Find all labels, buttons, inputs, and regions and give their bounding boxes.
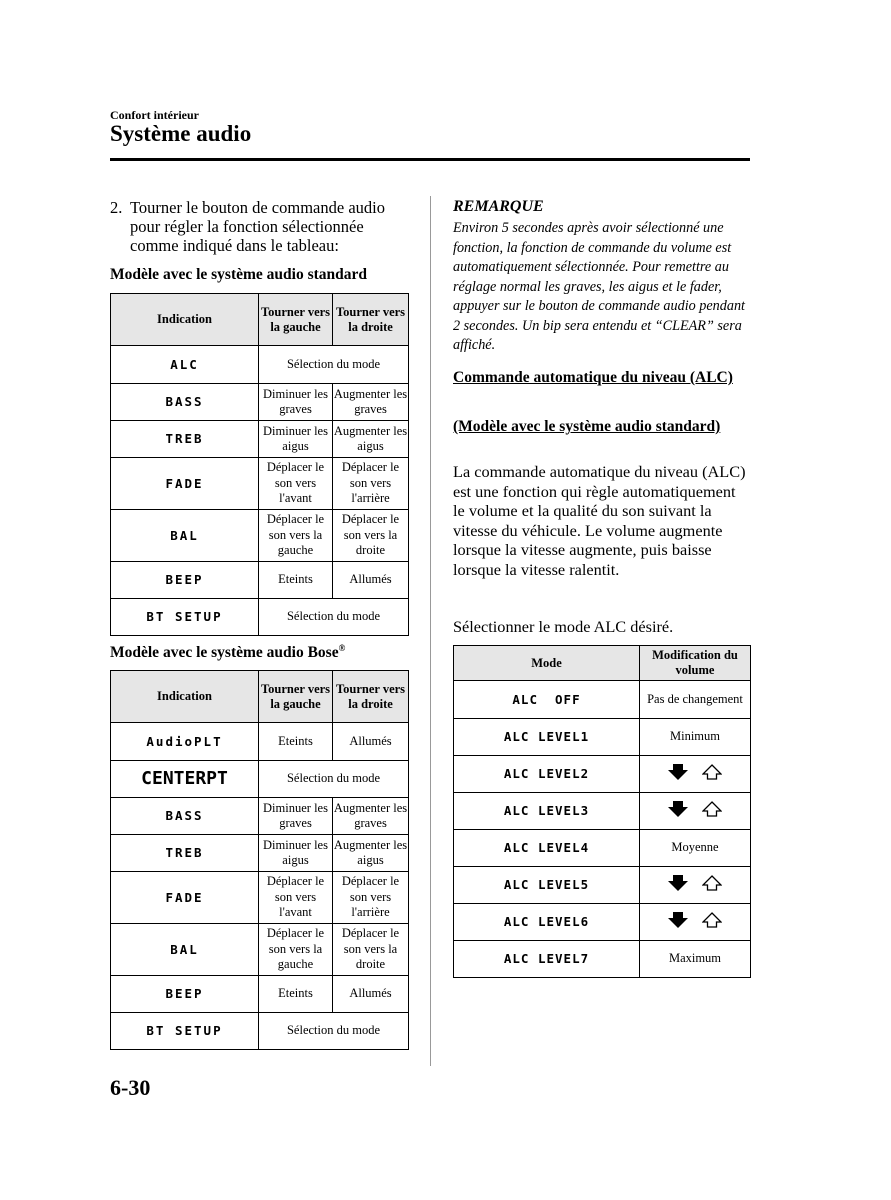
turn-left-cell: Diminuer les graves xyxy=(259,384,333,421)
turn-left-cell: Déplacer le son vers la gauche xyxy=(259,924,333,976)
title-rule xyxy=(110,158,750,161)
merged-cell: Sélection du mode xyxy=(259,761,409,798)
turn-left-cell: Eteints xyxy=(259,976,333,1013)
header-turn-right: Tourner vers la droite xyxy=(333,671,409,723)
merged-cell: Sélection du mode xyxy=(259,1013,409,1050)
header-indication: Indication xyxy=(111,294,259,346)
volume-value: Moyenne xyxy=(640,830,751,867)
alc-subheading: (Modèle avec le système audio standard) xyxy=(453,418,721,435)
table-row xyxy=(454,719,751,756)
display-text: ALC LEVEL7 xyxy=(454,941,640,978)
display-text: BT SETUP xyxy=(111,1013,259,1050)
volume-arrows xyxy=(640,867,751,904)
alc-paragraph: La commande automatique du niveau (ALC) est une fonction qui règle automatiquement le volume et la qualité du son suivant la vitesse du véhicule. Le volume augmente lorsque la vitesse augmente, puis baisse lorsque la vitesse ralentit. xyxy=(453,462,746,579)
standard-audio-table xyxy=(110,293,409,636)
header-turn-right: Tourner vers la droite xyxy=(333,294,409,346)
arrow-up-outline-icon xyxy=(702,912,722,928)
volume-value: Maximum xyxy=(640,941,751,978)
merged-cell: Sélection du mode xyxy=(259,346,409,384)
arrow-up-outline-icon xyxy=(702,875,722,891)
bose-audio-table xyxy=(110,670,409,1050)
alc-select-text: Sélectionner le mode ALC désiré. xyxy=(453,617,674,636)
turn-right-cell: Allumés xyxy=(333,562,409,599)
page-title: Système audio xyxy=(110,121,252,146)
table-row xyxy=(454,756,751,793)
bose-heading-text: Modèle avec le système audio Bose xyxy=(110,644,339,662)
arrow-up-outline-icon xyxy=(702,764,722,780)
display-text: FADE xyxy=(111,458,259,510)
table-header-row xyxy=(454,646,751,681)
volume-value: Minimum xyxy=(640,719,751,756)
turn-right-cell: Augmenter les aigus xyxy=(333,835,409,872)
table-row xyxy=(111,384,409,421)
step-number: 2. xyxy=(110,198,123,217)
table-row xyxy=(454,681,751,719)
turn-right-cell: Déplacer le son vers la droite xyxy=(333,510,409,562)
header-mode: Mode xyxy=(454,646,640,681)
step-text: Tourner le bouton de commande audio pour régler la fonction sélectionnée comme indiqué dans le tableau: xyxy=(130,198,385,255)
turn-right-cell: Déplacer le son vers l'arrière xyxy=(333,458,409,510)
header-indication: Indication xyxy=(111,671,259,723)
turn-left-cell: Déplacer le son vers l'avant xyxy=(259,458,333,510)
display-text: TREB xyxy=(111,835,259,872)
table-row xyxy=(111,872,409,924)
note-body: Environ 5 secondes après avoir sélectionné une fonction, la fonction de commande du volume est automatiquement sélectionnée. Pour remettre au réglage normal les graves, les aigus et le fader, appuyer sur le bouton de commande audio pendant 2 secondes. Un bip sera entendu et “CLEAR” sera affiché. xyxy=(453,220,745,353)
display-text: BAL xyxy=(111,924,259,976)
display-text: ALC xyxy=(111,346,259,384)
display-text: AudioPLT xyxy=(111,723,259,761)
table-row xyxy=(454,867,751,904)
display-text: BEEP xyxy=(111,562,259,599)
section-label: Confort intérieur xyxy=(110,108,199,122)
display-text: CENTERPT xyxy=(111,761,259,798)
turn-left-cell: Diminuer les aigus xyxy=(259,835,333,872)
arrow-down-filled-icon xyxy=(668,875,688,891)
table-row xyxy=(111,346,409,384)
display-text: BEEP xyxy=(111,976,259,1013)
page-number: 6-30 xyxy=(110,1075,151,1100)
display-text: ALC LEVEL1 xyxy=(454,719,640,756)
table-row xyxy=(111,562,409,599)
arrow-down-filled-icon xyxy=(668,801,688,817)
display-text: BT SETUP xyxy=(111,599,259,636)
header-turn-left: Tourner vers la gauche xyxy=(259,294,333,346)
turn-left-cell: Eteints xyxy=(259,723,333,761)
table-row xyxy=(111,723,409,761)
table-row xyxy=(111,798,409,835)
table-row xyxy=(111,924,409,976)
arrow-down-filled-icon xyxy=(668,912,688,928)
note-title: REMARQUE xyxy=(453,198,544,215)
turn-right-cell: Déplacer le son vers l'arrière xyxy=(333,872,409,924)
turn-left-cell: Déplacer le son vers la gauche xyxy=(259,510,333,562)
standard-table-heading: Modèle avec le système audio standard xyxy=(110,266,368,283)
volume-arrows xyxy=(640,756,751,793)
turn-right-cell: Allumés xyxy=(333,723,409,761)
display-text: TREB xyxy=(111,421,259,458)
table-row xyxy=(111,421,409,458)
table-row xyxy=(454,904,751,941)
turn-left-cell: Déplacer le son vers l'avant xyxy=(259,872,333,924)
display-text: BAL xyxy=(111,510,259,562)
table-row xyxy=(111,976,409,1013)
table-row xyxy=(454,941,751,978)
display-text: BASS xyxy=(111,384,259,421)
alc-mode-table xyxy=(453,645,751,978)
table-row xyxy=(111,835,409,872)
display-text: ALC OFF xyxy=(454,681,640,719)
table-row xyxy=(454,793,751,830)
bose-table-heading xyxy=(110,643,345,662)
table-row xyxy=(454,830,751,867)
table-row xyxy=(111,510,409,562)
volume-value: Pas de changement xyxy=(640,681,751,719)
display-text: ALC LEVEL3 xyxy=(454,793,640,830)
display-text: ALC LEVEL2 xyxy=(454,756,640,793)
turn-right-cell: Augmenter les graves xyxy=(333,798,409,835)
turn-right-cell: Augmenter les graves xyxy=(333,384,409,421)
display-text: ALC LEVEL4 xyxy=(454,830,640,867)
table-row xyxy=(111,458,409,510)
display-text: FADE xyxy=(111,872,259,924)
arrow-down-filled-icon xyxy=(668,764,688,780)
alc-heading: Commande automatique du niveau (ALC) xyxy=(453,369,733,386)
registered-mark: ® xyxy=(338,643,346,653)
table-header-row xyxy=(111,294,409,346)
volume-arrows xyxy=(640,904,751,941)
step-item xyxy=(110,198,410,255)
header-volume-change: Modification du volume xyxy=(640,646,751,681)
arrow-up-outline-icon xyxy=(702,801,722,817)
table-header-row xyxy=(111,671,409,723)
header-turn-left: Tourner vers la gauche xyxy=(259,671,333,723)
volume-arrows xyxy=(640,793,751,830)
display-text: ALC LEVEL6 xyxy=(454,904,640,941)
turn-left-cell: Eteints xyxy=(259,562,333,599)
turn-left-cell: Diminuer les graves xyxy=(259,798,333,835)
turn-left-cell: Diminuer les aigus xyxy=(259,421,333,458)
merged-cell: Sélection du mode xyxy=(259,599,409,636)
turn-right-cell: Augmenter les aigus xyxy=(333,421,409,458)
column-divider xyxy=(430,196,431,1066)
turn-right-cell: Allumés xyxy=(333,976,409,1013)
table-row xyxy=(111,599,409,636)
turn-right-cell: Déplacer le son vers la droite xyxy=(333,924,409,976)
display-text: BASS xyxy=(111,798,259,835)
table-row xyxy=(111,761,409,798)
display-text: ALC LEVEL5 xyxy=(454,867,640,904)
table-row xyxy=(111,1013,409,1050)
